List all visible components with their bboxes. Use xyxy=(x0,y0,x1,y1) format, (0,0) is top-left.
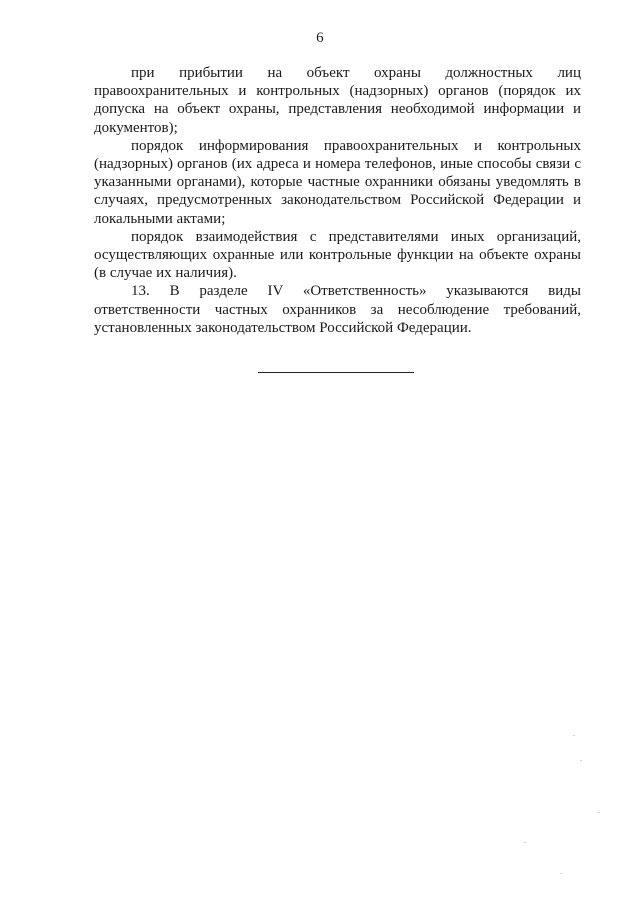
document-body xyxy=(94,64,581,337)
paragraph-arrival-procedure: при прибытии на объект охраны должностных лиц правоохранительных и контрольных (надзорных) органов (порядок их допуска на объект охраны, представления необходимой информации и документов); xyxy=(94,65,581,136)
paragraph-section-13-responsibility: 13. В разделе IV «Ответственность» указываются виды ответственности частных охранников за несоблюдение требований, установленных законодательством Российской Федерации. xyxy=(94,283,581,336)
scan-speck xyxy=(580,760,582,761)
end-separator-line xyxy=(258,372,414,373)
scan-speck xyxy=(524,842,526,843)
paragraph-interaction-procedure: порядок взаимодействия с представителями иных организаций, осуществляющих охранные или контрольные функции на объекте охраны (в случае их наличия). xyxy=(94,228,581,282)
scan-speck xyxy=(560,873,562,874)
scan-speck xyxy=(573,735,575,736)
page-number: 6 xyxy=(316,30,324,46)
paragraph-notification-procedure: порядок информирования правоохранительных и контрольных (надзорных) органов (их адреса и номера телефонов, иные способы связи с указанными органами), которые частные охранники обязаны уведомлять в случаях, предусмотренных законодательством Российской Федерации и локальными актами; xyxy=(94,137,581,227)
scan-speck xyxy=(598,812,600,813)
